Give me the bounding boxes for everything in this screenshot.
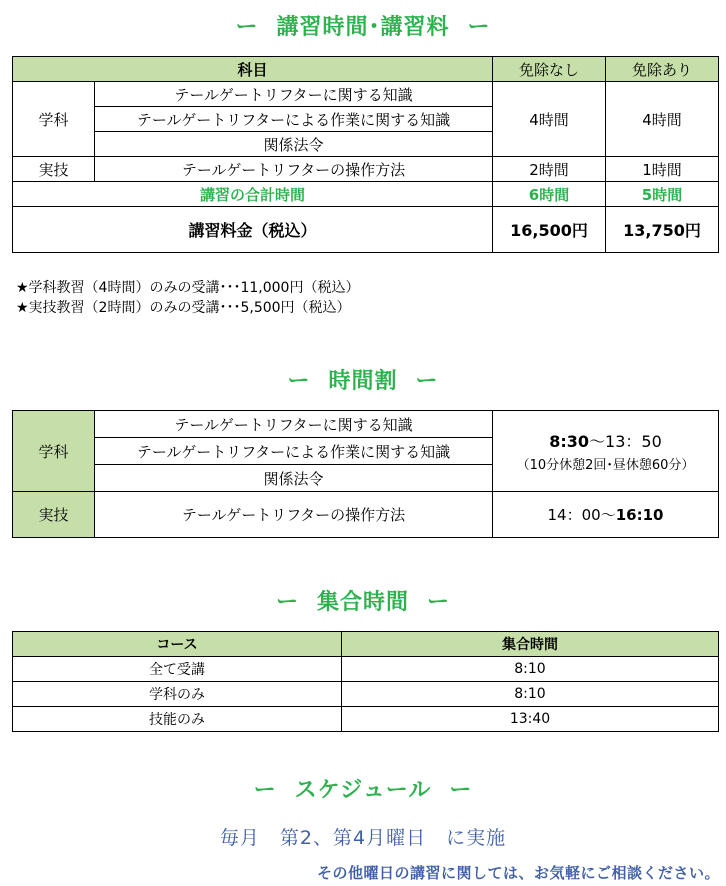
section-heading-timetable: [0, 364, 726, 395]
gakka-item: テールゲートリフターによる作業に関する知識: [95, 107, 493, 132]
schedule-note: その他曜日の講習に関しては、お気軽にご相談ください。: [316, 864, 720, 882]
fee-label: 講習料金（税込）: [13, 207, 493, 253]
jitsugi-no-exempt: 2時間: [493, 157, 606, 182]
section-heading-schedule: [0, 773, 726, 804]
table-row: [13, 682, 719, 707]
gakka-no-exempt: 4時間: [493, 82, 606, 157]
header-no-exempt: 免除なし: [493, 57, 606, 82]
total-no-exempt: 6時間: [493, 182, 606, 207]
heading-text: 講習時間･講習料: [276, 15, 450, 40]
total-exempt: 5時間: [606, 182, 719, 207]
heading-dash: ー: [415, 369, 439, 394]
heading-dash: ー: [253, 778, 277, 803]
fee-note: ★学科教習（4時間）のみの受講･･･11,000円（税込）: [16, 280, 360, 296]
fee-table-header: [13, 57, 719, 82]
heading-dash: ー: [287, 369, 311, 394]
table-row: [13, 157, 719, 182]
header-subject: 科目: [13, 57, 493, 82]
time-cell: 13:40: [342, 707, 719, 732]
schedule-text: 毎月 第2、第4月曜日 に実施: [219, 827, 507, 849]
tt-jitsugi-label: 実技: [13, 492, 95, 538]
time-end: 13：50: [605, 432, 662, 451]
assembly-table: [12, 631, 719, 732]
jitsugi-label: 実技: [13, 157, 95, 182]
section-heading-assembly: [0, 585, 726, 616]
fee-exempt: 13,750円: [606, 207, 719, 253]
course-cell: 学科のみ: [13, 682, 342, 707]
header-course: コース: [13, 632, 342, 657]
time-start: 14：00: [547, 506, 601, 524]
gakka-item: テールゲートリフターに関する知識: [95, 82, 493, 107]
gakka-label: 学科: [13, 82, 95, 157]
table-row: [13, 411, 719, 438]
heading-text: スケジュール: [294, 778, 432, 803]
tt-jitsugi-item: テールゲートリフターの操作方法: [95, 492, 493, 538]
heading-text: 集合時間: [316, 590, 409, 615]
time-start: 8:30: [549, 432, 590, 451]
tt-gakka-time: [493, 411, 719, 492]
break-note: （10分休憩2回･昼休憩60分）: [516, 458, 695, 473]
heading-dash: ー: [427, 590, 451, 615]
tt-jitsugi-time: [493, 492, 719, 538]
time-sep: ～: [589, 432, 606, 451]
jitsugi-exempt: 1時間: [606, 157, 719, 182]
time-cell: 8:10: [342, 657, 719, 682]
course-cell: 全て受講: [13, 657, 342, 682]
heading-dash: ー: [275, 590, 299, 615]
header-time: 集合時間: [342, 632, 719, 657]
total-label: 講習の合計時間: [13, 182, 493, 207]
header-exempt: 免除あり: [606, 57, 719, 82]
timetable: [12, 410, 719, 538]
gakka-item: 関係法令: [95, 132, 493, 157]
tt-gakka-item: 関係法令: [95, 465, 493, 492]
jitsugi-item: テールゲートリフターの操作方法: [95, 157, 493, 182]
table-row: [13, 707, 719, 732]
table-row: [13, 492, 719, 538]
time-end: 16:10: [615, 506, 664, 524]
fee-note: ★実技教習（2時間）のみの受講･･･5,500円（税込）: [16, 300, 351, 316]
tt-gakka-item: テールゲートリフターによる作業に関する知識: [95, 438, 493, 465]
total-row: [13, 182, 719, 207]
fee-row: [13, 207, 719, 253]
fee-no-exempt: 16,500円: [493, 207, 606, 253]
time-cell: 8:10: [342, 682, 719, 707]
fee-table: [12, 56, 719, 253]
table-row: [13, 82, 719, 107]
time-sep: ～: [600, 506, 616, 524]
assembly-header: [13, 632, 719, 657]
tt-gakka-label: 学科: [13, 411, 95, 492]
table-row: [13, 657, 719, 682]
heading-dash: ー: [449, 778, 473, 803]
heading-text: 時間割: [328, 369, 398, 394]
section-heading-fees: [0, 10, 726, 41]
course-cell: 技能のみ: [13, 707, 342, 732]
tt-gakka-item: テールゲートリフターに関する知識: [95, 411, 493, 438]
heading-dash: ー: [235, 15, 259, 40]
gakka-exempt: 4時間: [606, 82, 719, 157]
heading-dash: ー: [467, 15, 491, 40]
